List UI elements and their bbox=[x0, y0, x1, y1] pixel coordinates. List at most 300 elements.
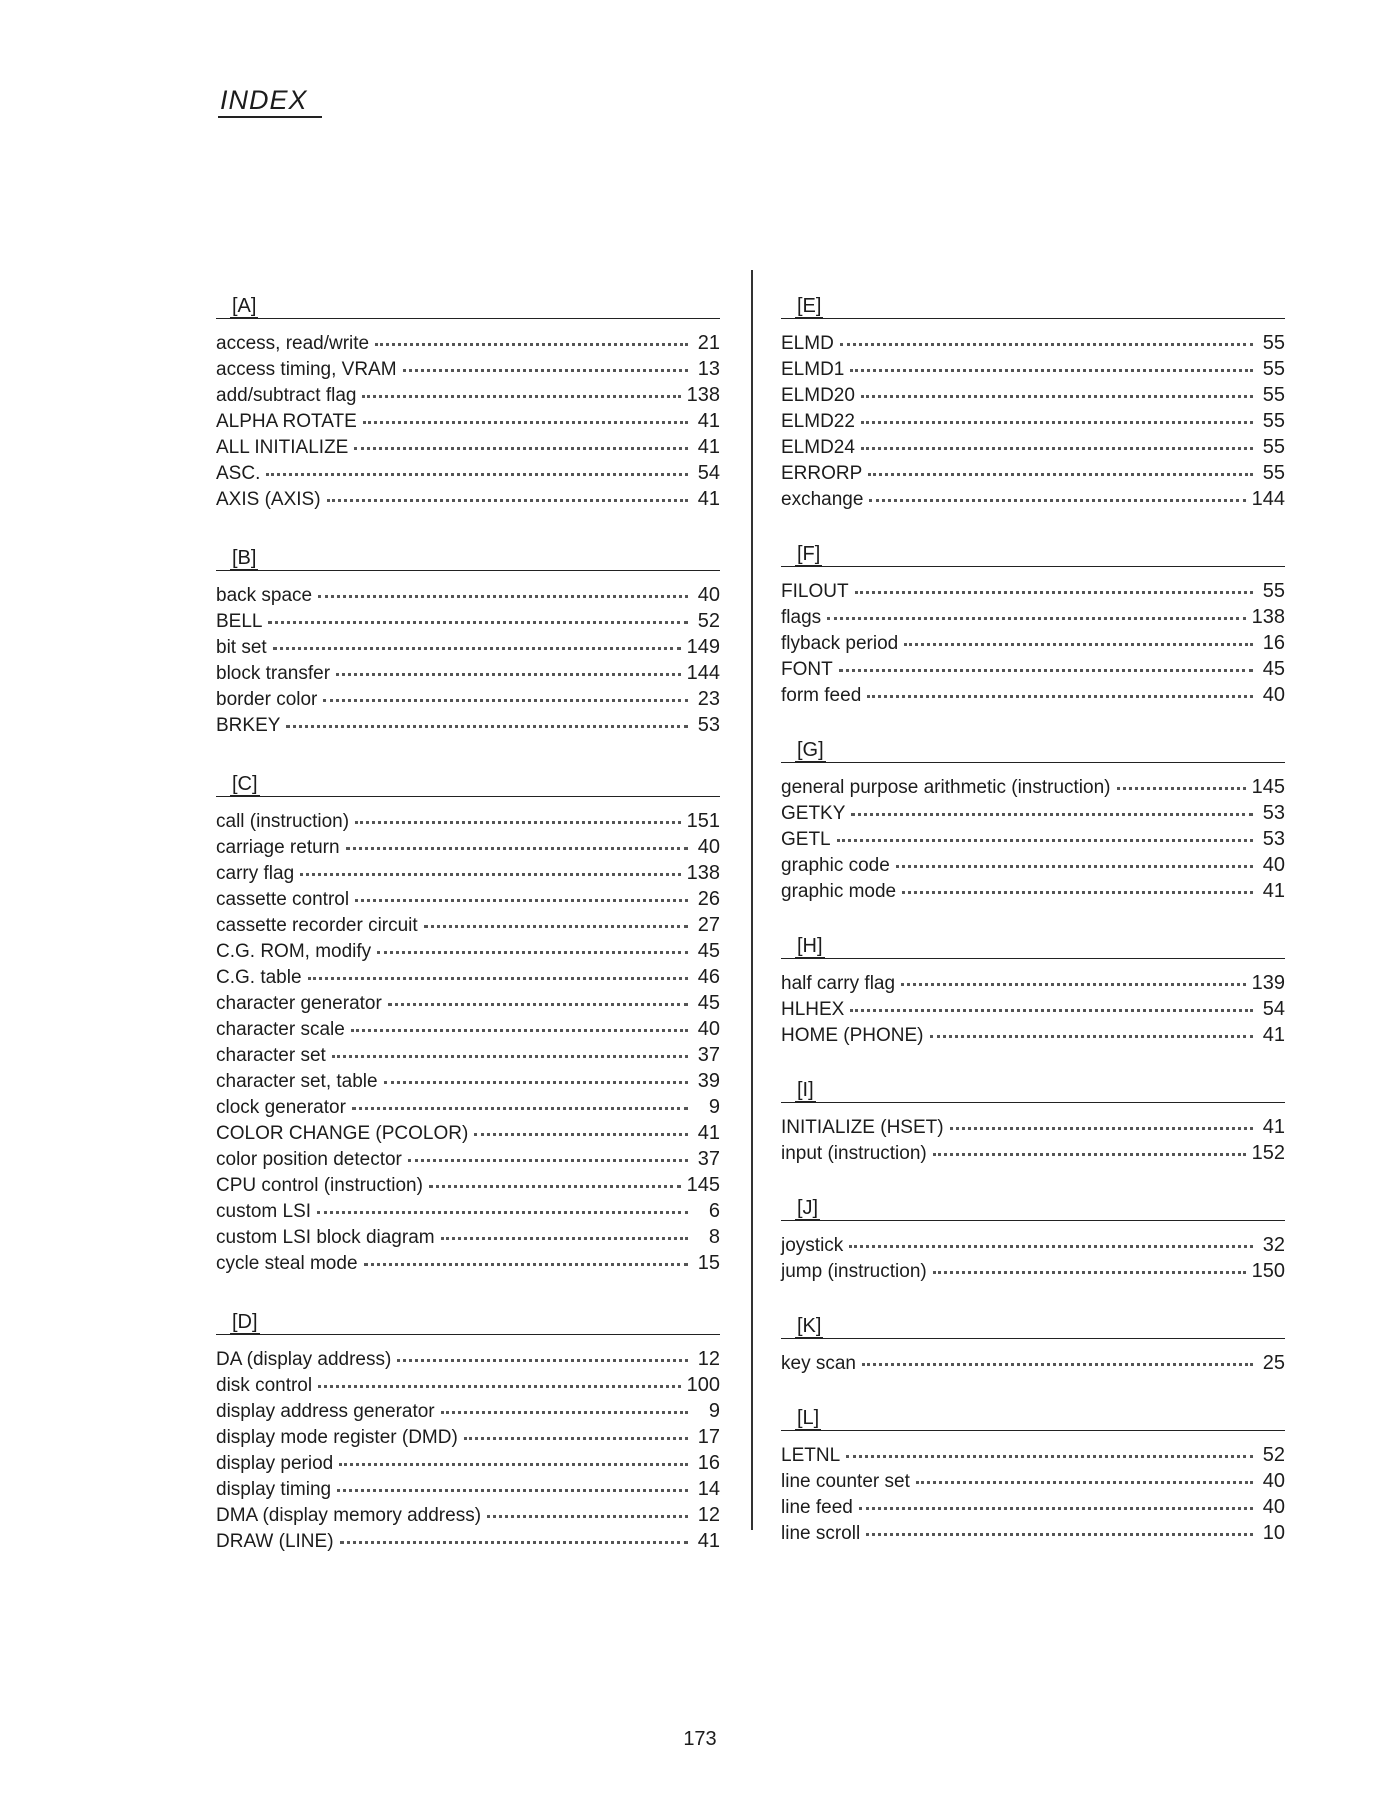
dot-leader bbox=[332, 1045, 688, 1058]
entry-page-number: 150 bbox=[1251, 1260, 1285, 1282]
entry-page-number: 41 bbox=[1262, 1116, 1285, 1138]
index-entry bbox=[781, 970, 1285, 996]
index-section bbox=[781, 534, 1285, 708]
entry-term: C.G. table bbox=[216, 967, 302, 988]
index-entry bbox=[216, 1016, 720, 1042]
section-header bbox=[781, 1070, 1285, 1103]
section-header bbox=[216, 538, 720, 571]
dot-leader bbox=[323, 689, 688, 702]
dot-leader bbox=[424, 915, 688, 928]
index-section bbox=[216, 764, 720, 1276]
dot-leader bbox=[337, 1479, 688, 1492]
entry-term: carry flag bbox=[216, 863, 295, 884]
dot-leader bbox=[933, 1143, 1246, 1156]
index-entry bbox=[216, 1476, 720, 1502]
index-entry bbox=[781, 878, 1285, 904]
entry-term: GETKY bbox=[781, 803, 846, 824]
index-entry bbox=[216, 808, 720, 834]
entry-term: character scale bbox=[216, 1019, 345, 1040]
index-entry bbox=[216, 938, 720, 964]
dot-leader bbox=[904, 633, 1253, 646]
entry-page-number: 45 bbox=[697, 940, 720, 962]
index-entry bbox=[781, 604, 1285, 630]
dot-leader bbox=[464, 1427, 688, 1440]
entry-page-number: 53 bbox=[697, 714, 720, 736]
index-entry bbox=[216, 582, 720, 608]
index-entry bbox=[781, 1232, 1285, 1258]
entry-page-number: 138 bbox=[686, 862, 720, 884]
entry-term: ASC. bbox=[216, 463, 261, 484]
dot-leader bbox=[403, 359, 688, 372]
index-entry bbox=[216, 1424, 720, 1450]
index-entry bbox=[216, 460, 720, 486]
entry-page-number: 54 bbox=[1262, 998, 1285, 1020]
dot-leader bbox=[1117, 777, 1246, 790]
dot-leader bbox=[859, 1497, 1253, 1510]
dot-leader bbox=[869, 489, 1245, 502]
index-entry bbox=[216, 1502, 720, 1528]
entry-page-number: 21 bbox=[697, 332, 720, 354]
dot-leader bbox=[846, 1445, 1253, 1458]
entry-page-number: 41 bbox=[697, 436, 720, 458]
entry-term: character generator bbox=[216, 993, 382, 1014]
entry-page-number: 55 bbox=[1262, 358, 1285, 380]
index-entry bbox=[781, 630, 1285, 656]
entry-term: LETNL bbox=[781, 1445, 841, 1466]
index-entry bbox=[781, 996, 1285, 1022]
index-entry bbox=[781, 1022, 1285, 1048]
entry-page-number: 139 bbox=[1251, 972, 1285, 994]
section-letter: [G] bbox=[797, 739, 824, 761]
dot-leader bbox=[286, 715, 688, 728]
dot-leader bbox=[839, 659, 1253, 672]
entry-list bbox=[216, 582, 720, 738]
dot-leader bbox=[441, 1401, 688, 1414]
entry-page-number: 145 bbox=[1251, 776, 1285, 798]
entry-list bbox=[781, 1442, 1285, 1546]
entry-page-number: 151 bbox=[686, 810, 720, 832]
entry-page-number: 52 bbox=[1262, 1444, 1285, 1466]
entry-page-number: 145 bbox=[686, 1174, 720, 1196]
dot-leader bbox=[355, 811, 681, 824]
index-entry bbox=[781, 460, 1285, 486]
index-entry bbox=[216, 1398, 720, 1424]
entry-term: DA (display address) bbox=[216, 1349, 392, 1370]
entry-page-number: 152 bbox=[1251, 1142, 1285, 1164]
index-entry bbox=[216, 1198, 720, 1224]
index-entry bbox=[216, 686, 720, 712]
index-entry bbox=[216, 1146, 720, 1172]
entry-page-number: 40 bbox=[697, 584, 720, 606]
dot-leader bbox=[375, 333, 688, 346]
entry-list bbox=[216, 330, 720, 512]
page-number: 173 bbox=[683, 1728, 717, 1750]
entry-term: carriage return bbox=[216, 837, 340, 858]
entry-page-number: 53 bbox=[1262, 828, 1285, 850]
index-entry bbox=[216, 1450, 720, 1476]
dot-leader bbox=[862, 1353, 1253, 1366]
index-entry bbox=[216, 886, 720, 912]
entry-term: half carry flag bbox=[781, 973, 896, 994]
entry-page-number: 45 bbox=[697, 992, 720, 1014]
entry-list bbox=[781, 970, 1285, 1048]
entry-page-number: 40 bbox=[697, 1018, 720, 1040]
entry-term: display mode register (DMD) bbox=[216, 1427, 458, 1448]
entry-page-number: 39 bbox=[697, 1070, 720, 1092]
entry-term: ERRORP bbox=[781, 463, 863, 484]
index-entry bbox=[216, 1172, 720, 1198]
index-entry bbox=[781, 1494, 1285, 1520]
section-header bbox=[781, 286, 1285, 319]
index-section bbox=[781, 730, 1285, 904]
index-section bbox=[781, 1070, 1285, 1166]
entry-page-number: 26 bbox=[697, 888, 720, 910]
section-header bbox=[781, 730, 1285, 763]
dot-leader bbox=[474, 1123, 688, 1136]
entry-list bbox=[781, 1350, 1285, 1376]
entry-page-number: 55 bbox=[1262, 462, 1285, 484]
entry-page-number: 54 bbox=[697, 462, 720, 484]
index-entry bbox=[216, 486, 720, 512]
entry-term: CPU control (instruction) bbox=[216, 1175, 423, 1196]
index-entry bbox=[216, 834, 720, 860]
entry-list bbox=[781, 1232, 1285, 1284]
entry-term: custom LSI bbox=[216, 1201, 312, 1222]
entry-page-number: 40 bbox=[1262, 1496, 1285, 1518]
entry-term: back space bbox=[216, 585, 313, 606]
entry-term: clock generator bbox=[216, 1097, 346, 1118]
entry-page-number: 15 bbox=[697, 1252, 720, 1274]
index-entry bbox=[781, 408, 1285, 434]
section-header bbox=[216, 286, 720, 319]
dot-leader bbox=[354, 437, 688, 450]
dot-leader bbox=[916, 1471, 1253, 1484]
dot-leader bbox=[340, 1531, 688, 1544]
dot-leader bbox=[362, 385, 680, 398]
index-entry bbox=[781, 826, 1285, 852]
entry-term: exchange bbox=[781, 489, 864, 510]
entry-page-number: 10 bbox=[1262, 1522, 1285, 1544]
dot-leader bbox=[855, 581, 1253, 594]
index-entry bbox=[216, 356, 720, 382]
entry-page-number: 9 bbox=[708, 1400, 720, 1422]
entry-term: ALPHA ROTATE bbox=[216, 411, 357, 432]
index-entry bbox=[216, 1346, 720, 1372]
entry-term: C.G. ROM, modify bbox=[216, 941, 372, 962]
entry-page-number: 25 bbox=[1262, 1352, 1285, 1374]
index-entry bbox=[216, 990, 720, 1016]
entry-page-number: 13 bbox=[697, 358, 720, 380]
dot-leader bbox=[300, 863, 680, 876]
dot-leader bbox=[352, 1097, 688, 1110]
entry-term: ELMD1 bbox=[781, 359, 845, 380]
entry-term: flags bbox=[781, 607, 822, 628]
dot-leader bbox=[364, 1253, 688, 1266]
index-column-right bbox=[781, 286, 1285, 1568]
index-entry bbox=[216, 912, 720, 938]
entry-term: ALL INITIALIZE bbox=[216, 437, 349, 458]
section-letter: [K] bbox=[797, 1315, 822, 1337]
index-entry bbox=[781, 1140, 1285, 1166]
section-letter: [B] bbox=[232, 547, 257, 569]
index-column-left bbox=[216, 286, 720, 1580]
entry-page-number: 138 bbox=[686, 384, 720, 406]
entry-term: character set bbox=[216, 1045, 326, 1066]
entry-term: cassette control bbox=[216, 889, 350, 910]
column-divider bbox=[751, 270, 753, 1530]
entry-list bbox=[781, 578, 1285, 708]
index-section bbox=[781, 1398, 1285, 1546]
index-entry bbox=[781, 774, 1285, 800]
entry-list bbox=[216, 1346, 720, 1554]
index-entry bbox=[216, 382, 720, 408]
entry-term: flyback period bbox=[781, 633, 899, 654]
dot-leader bbox=[901, 973, 1246, 986]
entry-page-number: 12 bbox=[697, 1348, 720, 1370]
entry-term: BELL bbox=[216, 611, 263, 632]
entry-page-number: 52 bbox=[697, 610, 720, 632]
entry-term: character set, table bbox=[216, 1071, 378, 1092]
dot-leader bbox=[861, 411, 1253, 424]
entry-page-number: 41 bbox=[697, 1530, 720, 1552]
dot-leader bbox=[429, 1175, 681, 1188]
section-header bbox=[216, 764, 720, 797]
dot-leader bbox=[388, 993, 688, 1006]
dot-leader bbox=[850, 359, 1253, 372]
dot-leader bbox=[896, 855, 1253, 868]
index-entry bbox=[781, 356, 1285, 382]
entry-page-number: 23 bbox=[697, 688, 720, 710]
entry-term: block transfer bbox=[216, 663, 331, 684]
dot-leader bbox=[867, 685, 1253, 698]
section-letter: [F] bbox=[797, 543, 821, 565]
index-entry bbox=[216, 330, 720, 356]
entry-page-number: 37 bbox=[697, 1044, 720, 1066]
index-entry bbox=[781, 1350, 1285, 1376]
dot-leader bbox=[950, 1117, 1253, 1130]
entry-term: border color bbox=[216, 689, 318, 710]
entry-page-number: 41 bbox=[1262, 880, 1285, 902]
dot-leader bbox=[384, 1071, 688, 1084]
entry-term: line scroll bbox=[781, 1523, 861, 1544]
index-entry bbox=[216, 408, 720, 434]
dot-leader bbox=[861, 437, 1253, 450]
entry-page-number: 55 bbox=[1262, 332, 1285, 354]
entry-term: general purpose arithmetic (instruction) bbox=[781, 777, 1111, 798]
dot-leader bbox=[408, 1149, 688, 1162]
entry-term: graphic code bbox=[781, 855, 890, 876]
dot-leader bbox=[317, 1201, 688, 1214]
index-entry bbox=[216, 1224, 720, 1250]
index-entry bbox=[216, 660, 720, 686]
entry-page-number: 8 bbox=[708, 1226, 720, 1248]
entry-list bbox=[781, 330, 1285, 512]
index-section bbox=[216, 286, 720, 512]
entry-page-number: 46 bbox=[697, 966, 720, 988]
index-section bbox=[216, 1302, 720, 1554]
entry-term: custom LSI block diagram bbox=[216, 1227, 435, 1248]
entry-page-number: 55 bbox=[1262, 580, 1285, 602]
entry-term: COLOR CHANGE (PCOLOR) bbox=[216, 1123, 469, 1144]
entry-page-number: 40 bbox=[1262, 854, 1285, 876]
index-entry bbox=[216, 1120, 720, 1146]
section-letter: [H] bbox=[797, 935, 823, 957]
index-entry bbox=[781, 1442, 1285, 1468]
index-entry bbox=[216, 608, 720, 634]
dot-leader bbox=[850, 999, 1253, 1012]
entry-term: ELMD22 bbox=[781, 411, 855, 432]
section-letter: [E] bbox=[797, 295, 822, 317]
entry-term: joystick bbox=[781, 1235, 844, 1256]
entry-term: jump (instruction) bbox=[781, 1261, 927, 1282]
entry-term: line feed bbox=[781, 1497, 853, 1518]
section-letter: [L] bbox=[797, 1407, 820, 1429]
dot-leader bbox=[363, 411, 688, 424]
index-entry bbox=[781, 682, 1285, 708]
dot-leader bbox=[866, 1523, 1253, 1536]
entry-page-number: 53 bbox=[1262, 802, 1285, 824]
dot-leader bbox=[849, 1235, 1253, 1248]
entry-term: graphic mode bbox=[781, 881, 897, 902]
index-section bbox=[216, 538, 720, 738]
index-entry bbox=[781, 486, 1285, 512]
entry-page-number: 14 bbox=[697, 1478, 720, 1500]
index-entry bbox=[781, 1520, 1285, 1546]
page-title: INDEX bbox=[218, 84, 322, 118]
entry-term: access timing, VRAM bbox=[216, 359, 397, 380]
dot-leader bbox=[377, 941, 688, 954]
section-header bbox=[781, 534, 1285, 567]
entry-page-number: 9 bbox=[708, 1096, 720, 1118]
dot-leader bbox=[355, 889, 688, 902]
section-letter: [D] bbox=[232, 1311, 258, 1333]
index-entry bbox=[216, 1042, 720, 1068]
index-entry bbox=[216, 712, 720, 738]
section-header bbox=[216, 1302, 720, 1335]
index-entry bbox=[216, 1068, 720, 1094]
entry-page-number: 144 bbox=[686, 662, 720, 684]
entry-term: ELMD20 bbox=[781, 385, 855, 406]
entry-term: add/subtract flag bbox=[216, 385, 357, 406]
dot-leader bbox=[441, 1227, 688, 1240]
entry-term: key scan bbox=[781, 1353, 856, 1374]
index-entry bbox=[216, 634, 720, 660]
entry-page-number: 40 bbox=[1262, 684, 1285, 706]
entry-term: color position detector bbox=[216, 1149, 402, 1170]
index-entry bbox=[781, 330, 1285, 356]
index-entry bbox=[781, 382, 1285, 408]
entry-page-number: 41 bbox=[697, 410, 720, 432]
dot-leader bbox=[397, 1349, 688, 1362]
entry-term: BRKEY bbox=[216, 715, 281, 736]
dot-leader bbox=[336, 663, 681, 676]
dot-leader bbox=[339, 1453, 688, 1466]
entry-term: display address generator bbox=[216, 1401, 435, 1422]
index-entry bbox=[216, 434, 720, 460]
dot-leader bbox=[351, 1019, 688, 1032]
dot-leader bbox=[318, 585, 688, 598]
section-letter: [J] bbox=[797, 1197, 819, 1219]
entry-page-number: 138 bbox=[1251, 606, 1285, 628]
entry-term: input (instruction) bbox=[781, 1143, 927, 1164]
dot-leader bbox=[851, 803, 1253, 816]
index-entry bbox=[781, 1258, 1285, 1284]
index-section bbox=[781, 1188, 1285, 1284]
index-entry bbox=[781, 1468, 1285, 1494]
section-letter: [C] bbox=[232, 773, 258, 795]
index-entry bbox=[781, 852, 1285, 878]
entry-term: HOME (PHONE) bbox=[781, 1025, 924, 1046]
dot-leader bbox=[930, 1025, 1254, 1038]
index-section bbox=[781, 286, 1285, 512]
dot-leader bbox=[308, 967, 688, 980]
entry-list bbox=[781, 774, 1285, 904]
dot-leader bbox=[346, 837, 688, 850]
section-header bbox=[781, 1306, 1285, 1339]
entry-term: DMA (display memory address) bbox=[216, 1505, 482, 1526]
entry-term: INITIALIZE (HSET) bbox=[781, 1117, 944, 1138]
dot-leader bbox=[268, 611, 688, 624]
entry-page-number: 41 bbox=[1262, 1024, 1285, 1046]
index-entry bbox=[781, 1114, 1285, 1140]
entry-page-number: 149 bbox=[686, 636, 720, 658]
entry-term: form feed bbox=[781, 685, 862, 706]
dot-leader bbox=[273, 637, 681, 650]
dot-leader bbox=[827, 607, 1245, 620]
entry-term: DRAW (LINE) bbox=[216, 1531, 334, 1552]
entry-page-number: 41 bbox=[697, 488, 720, 510]
dot-leader bbox=[318, 1375, 681, 1388]
entry-term: call (instruction) bbox=[216, 811, 350, 832]
entry-term: cycle steal mode bbox=[216, 1253, 358, 1274]
dot-leader bbox=[266, 463, 688, 476]
entry-list bbox=[781, 1114, 1285, 1166]
index-entry bbox=[216, 860, 720, 886]
index-entry bbox=[216, 1372, 720, 1398]
entry-term: ELMD24 bbox=[781, 437, 855, 458]
section-letter: [I] bbox=[797, 1079, 814, 1101]
entry-page-number: 45 bbox=[1262, 658, 1285, 680]
entry-page-number: 100 bbox=[686, 1374, 720, 1396]
index-entry bbox=[216, 1094, 720, 1120]
entry-term: cassette recorder circuit bbox=[216, 915, 418, 936]
index-entry bbox=[781, 578, 1285, 604]
index-entry bbox=[216, 964, 720, 990]
section-header bbox=[781, 1398, 1285, 1431]
entry-page-number: 55 bbox=[1262, 436, 1285, 458]
dot-leader bbox=[861, 385, 1253, 398]
entry-page-number: 41 bbox=[697, 1122, 720, 1144]
section-header bbox=[781, 1188, 1285, 1221]
dot-leader bbox=[902, 881, 1253, 894]
entry-term: line counter set bbox=[781, 1471, 910, 1492]
entry-list bbox=[216, 808, 720, 1276]
entry-page-number: 16 bbox=[697, 1452, 720, 1474]
entry-page-number: 32 bbox=[1262, 1234, 1285, 1256]
index-section bbox=[781, 1306, 1285, 1376]
entry-page-number: 17 bbox=[697, 1426, 720, 1448]
entry-term: ELMD bbox=[781, 333, 834, 354]
dot-leader bbox=[327, 489, 688, 502]
index-entry bbox=[781, 434, 1285, 460]
dot-leader bbox=[840, 333, 1253, 346]
entry-page-number: 16 bbox=[1262, 632, 1285, 654]
index-entry bbox=[216, 1528, 720, 1554]
entry-term: GETL bbox=[781, 829, 831, 850]
dot-leader bbox=[868, 463, 1253, 476]
entry-term: display timing bbox=[216, 1479, 332, 1500]
entry-page-number: 55 bbox=[1262, 410, 1285, 432]
